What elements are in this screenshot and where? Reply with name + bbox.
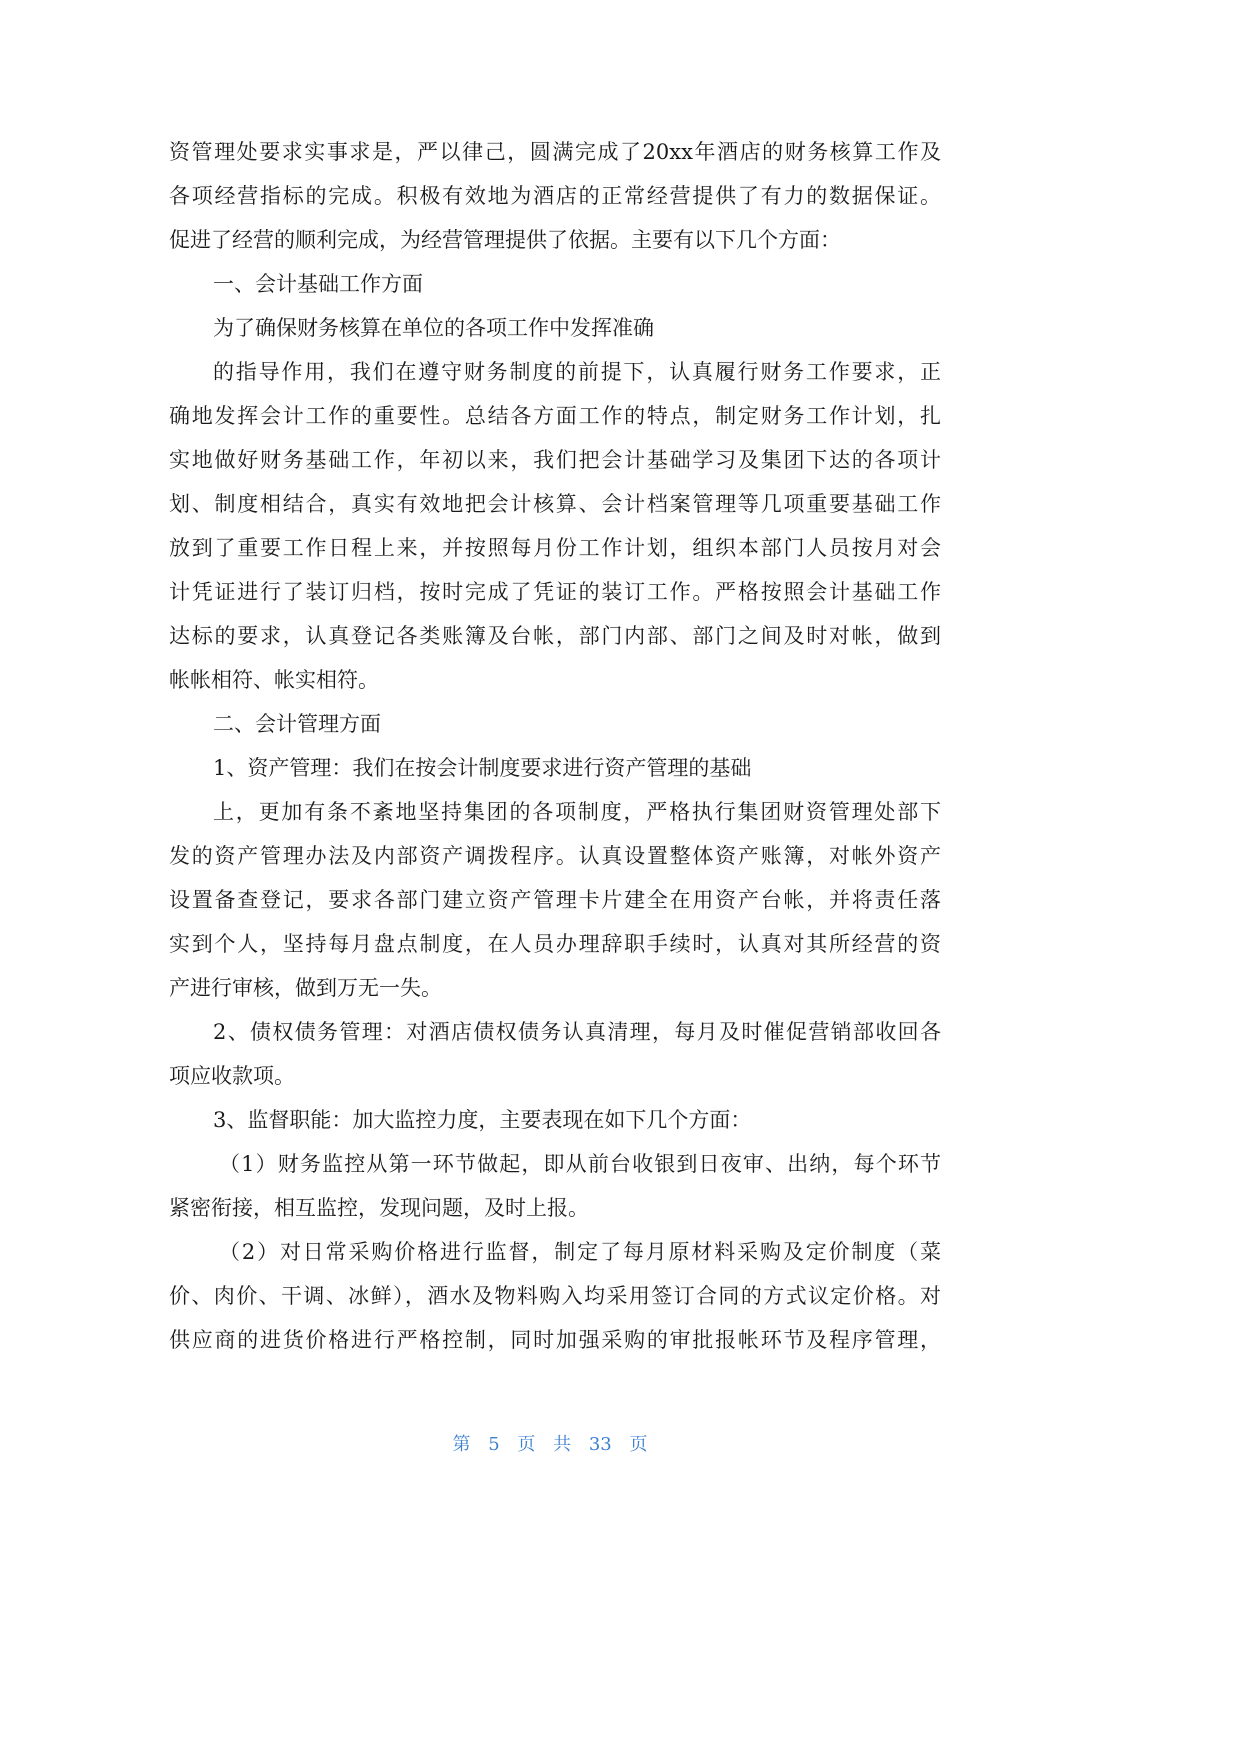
paragraph-line: 价、肉价、干调、冰鲜），酒水及物料购入均采用签订合同的方式议定价格。对 [169, 1284, 941, 1308]
paragraph-line: 划、制度相结合，真实有效地把会计核算、会计档案管理等几项重要基础工作 [169, 492, 941, 516]
paragraph-line: 放到了重要工作日程上来，并按照每月份工作计划，组织本部门人员按月对会 [169, 536, 941, 560]
paragraph-line: 供应商的进货价格进行严格控制，同时加强采购的审批报帐环节及程序管理， [169, 1328, 941, 1352]
paragraph-line: 各项经营指标的完成。积极有效地为酒店的正常经营提供了有力的数据保证。 [169, 184, 941, 208]
paragraph-line: （1）财务监控从第一环节做起，即从前台收银到日夜审、出纳，每个环节 [219, 1152, 941, 1176]
paragraph-line: 2、债权债务管理：对酒店债权债务认真清理，每月及时催促营销部收回各 [213, 1020, 941, 1044]
paragraph-line: 为了确保财务核算在单位的各项工作中发挥准确 [213, 316, 654, 340]
paragraph-line: 上，更加有条不紊地坚持集团的各项制度，严格执行集团财资管理处部下 [213, 800, 941, 824]
paragraph-line: 3、监督职能：加大监控力度，主要表现在如下几个方面： [213, 1108, 752, 1132]
paragraph-line: 确地发挥会计工作的重要性。总结各方面工作的特点，制定财务工作计划，扎 [169, 404, 941, 428]
section-heading: 一、会计基础工作方面 [213, 272, 423, 296]
paragraph-line: 实到个人，坚持每月盘点制度，在人员办理辞职手续时，认真对其所经营的资 [169, 932, 941, 956]
paragraph-line: 1、资产管理：我们在按会计制度要求进行资产管理的基础 [213, 756, 752, 780]
paragraph-line: 帐帐相符、帐实相符。 [169, 668, 379, 692]
paragraph-line: 发的资产管理办法及内部资产调拨程序。认真设置整体资产账簿，对帐外资产 [169, 844, 941, 868]
paragraph-line: （2）对日常采购价格进行监督，制定了每月原材料采购及定价制度（菜 [219, 1240, 941, 1264]
paragraph-line: 计凭证进行了装订归档，按时完成了凭证的装订工作。严格按照会计基础工作 [169, 580, 941, 604]
paragraph-line: 达标的要求，认真登记各类账簿及台帐，部门内部、部门之间及时对帐，做到 [169, 624, 941, 648]
page-number: 第 5 页 共 33 页 [452, 1434, 648, 1455]
paragraph-line: 产进行审核，做到万无一失。 [169, 976, 442, 1000]
paragraph-line: 设置备查登记，要求各部门建立资产管理卡片建全在用资产台帐，并将责任落 [169, 888, 941, 912]
paragraph-line: 紧密衔接，相互监控，发现问题，及时上报。 [169, 1196, 589, 1220]
paragraph-line: 实地做好财务基础工作，年初以来，我们把会计基础学习及集团下达的各项计 [169, 448, 941, 472]
paragraph-line: 项应收款项。 [169, 1064, 295, 1088]
paragraph-line: 的指导作用，我们在遵守财务制度的前提下，认真履行财务工作要求，正 [213, 360, 941, 384]
paragraph-line: 资管理处要求实事求是，严以律己，圆满完成了20xx年酒店的财务核算工作及 [169, 140, 941, 164]
section-heading: 二、会计管理方面 [213, 712, 381, 736]
paragraph-line: 促进了经营的顺利完成，为经营管理提供了依据。主要有以下几个方面： [169, 228, 841, 252]
